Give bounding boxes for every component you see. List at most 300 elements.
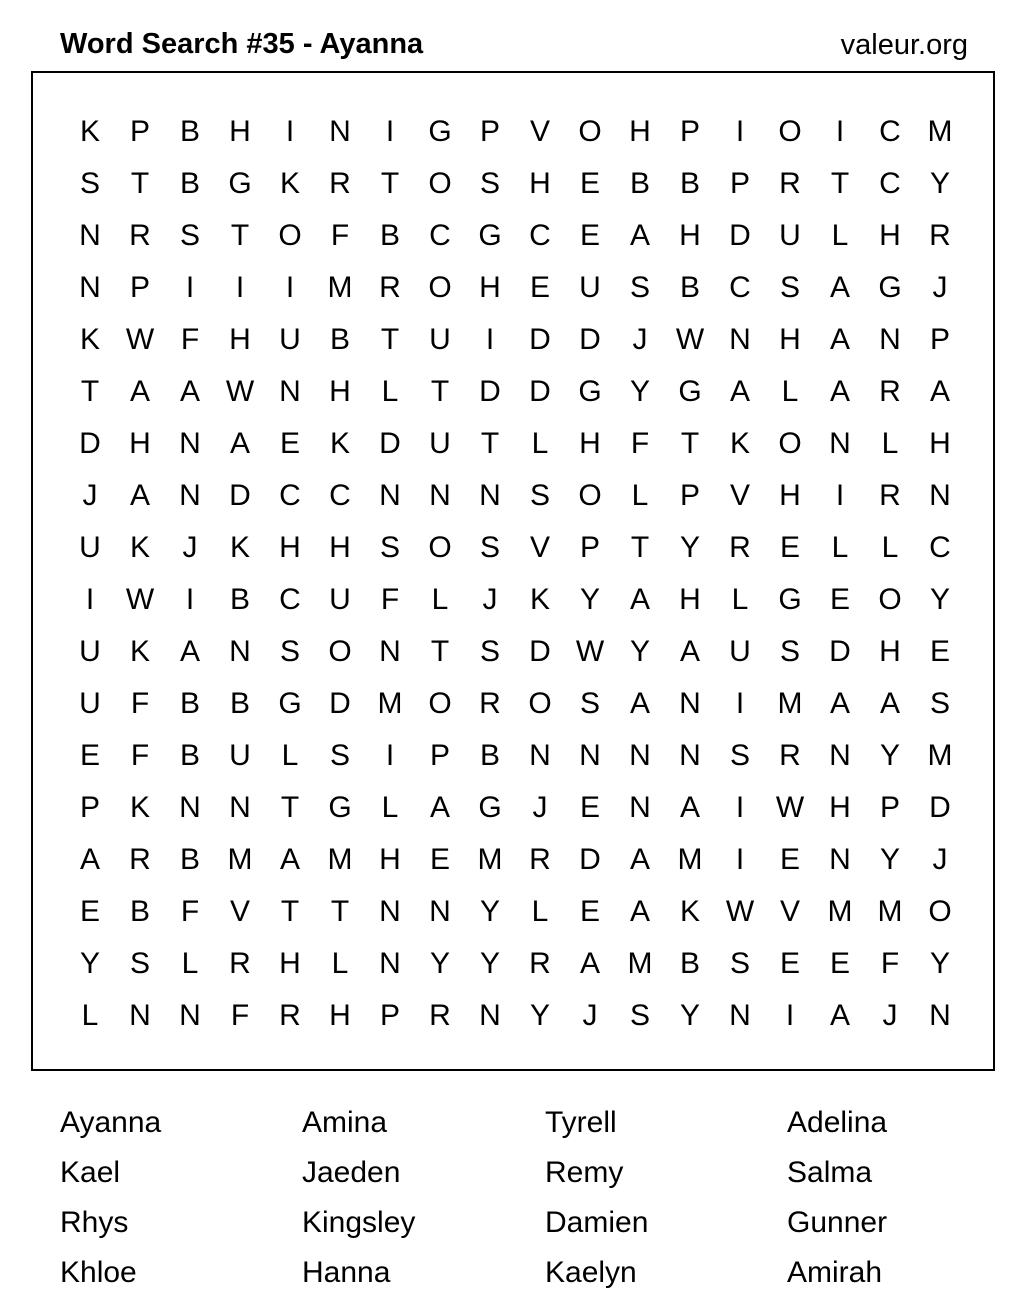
grid-cell: T <box>280 895 300 928</box>
grid-cell: B <box>479 739 500 772</box>
grid-row <box>33 782 993 834</box>
grid-cell: P <box>879 791 900 824</box>
grid-cell: B <box>379 219 400 252</box>
word-list-item: Salma <box>787 1156 873 1189</box>
grid-row <box>33 262 993 314</box>
grid-cell: A <box>129 375 150 408</box>
grid-cell: D <box>929 791 951 824</box>
grid-cell: V <box>779 895 800 928</box>
grid-cell: N <box>429 479 451 512</box>
grid-cell: F <box>880 947 900 980</box>
grid-cell: O <box>428 687 452 720</box>
grid-cell: Y <box>929 947 950 980</box>
grid-cell: L <box>781 375 799 408</box>
grid-cell: Y <box>479 895 500 928</box>
grid-cell: P <box>379 999 400 1032</box>
grid-cell: M <box>827 895 853 928</box>
grid-cell: R <box>779 167 801 200</box>
grid-cell: O <box>578 115 602 148</box>
grid-cell: R <box>329 167 351 200</box>
grid-cell: N <box>729 999 751 1032</box>
grid-row <box>33 730 993 782</box>
grid-cell: L <box>531 895 549 928</box>
grid-cell: E <box>579 895 600 928</box>
grid-cell: M <box>877 895 903 928</box>
word-list-item: Tyrell <box>545 1106 617 1139</box>
grid-cell: E <box>529 271 550 304</box>
grid-cell: G <box>878 271 902 304</box>
grid-cell: M <box>327 843 353 876</box>
grid-cell: I <box>835 479 845 512</box>
grid-cell: N <box>79 219 101 252</box>
grid-row <box>33 886 993 938</box>
grid-cell: R <box>379 271 401 304</box>
word-list <box>60 1098 1000 1308</box>
word-list-item: Ayanna <box>60 1106 162 1139</box>
grid-cell: C <box>879 115 901 148</box>
grid-cell: B <box>679 167 700 200</box>
grid-cell: D <box>529 375 551 408</box>
grid-cell: I <box>485 323 495 356</box>
grid-cell: H <box>679 219 701 252</box>
grid-cell: T <box>430 635 450 668</box>
word-list-item: Gunner <box>787 1206 888 1239</box>
grid-cell: S <box>279 635 300 668</box>
word-list-item: Adelina <box>787 1106 888 1139</box>
grid-cell: I <box>235 271 245 304</box>
grid-cell: S <box>779 271 800 304</box>
grid-row <box>33 366 993 418</box>
grid-cell: O <box>778 115 802 148</box>
grid-cell: L <box>281 739 299 772</box>
grid-cell: B <box>179 115 200 148</box>
grid-cell: Y <box>79 947 100 980</box>
grid-cell: N <box>579 739 601 772</box>
grid-cell: V <box>229 895 250 928</box>
grid-cell: D <box>529 323 551 356</box>
grid-cell: A <box>829 323 850 356</box>
puzzle-title: Word Search #35 - Ayanna <box>60 28 424 60</box>
grid-cell: A <box>829 687 850 720</box>
grid-cell: W <box>125 323 155 356</box>
word-list-item: Amina <box>302 1106 388 1139</box>
grid-cell: S <box>479 531 500 564</box>
grid-cell: A <box>279 843 300 876</box>
grid-cell: Y <box>579 583 600 616</box>
grid-cell: M <box>227 843 253 876</box>
grid-cell: N <box>179 479 201 512</box>
grid-cell: K <box>129 635 150 668</box>
grid-cell: P <box>429 739 450 772</box>
word-list-item: Amirah <box>787 1256 883 1289</box>
grid-cell: P <box>129 115 150 148</box>
grid-cell: A <box>129 479 150 512</box>
grid-cell: A <box>929 375 950 408</box>
word-list-item: Damien <box>545 1206 649 1239</box>
grid-cell: G <box>578 375 602 408</box>
grid-cell: I <box>835 115 845 148</box>
grid-cell: W <box>675 323 705 356</box>
grid-cell: H <box>579 427 601 460</box>
grid-cell: M <box>477 843 503 876</box>
grid-cell: O <box>928 895 952 928</box>
grid-cell: N <box>829 843 851 876</box>
grid-cell: A <box>679 635 700 668</box>
grid-cell: E <box>929 635 950 668</box>
grid-cell: A <box>579 947 600 980</box>
grid-cell: B <box>229 583 250 616</box>
grid-cell: K <box>529 583 550 616</box>
grid-cell: B <box>229 687 250 720</box>
word-list-item: Jaeden <box>302 1156 401 1189</box>
grid-cell: N <box>829 739 851 772</box>
grid-cell: R <box>879 479 901 512</box>
grid-cell: Y <box>429 947 450 980</box>
grid-cell: U <box>279 323 301 356</box>
grid-cell: J <box>582 999 598 1032</box>
grid-cell: U <box>579 271 601 304</box>
word-search-board <box>31 71 995 1071</box>
grid-cell: O <box>528 687 552 720</box>
grid-cell: O <box>278 219 302 252</box>
grid-cell: C <box>879 167 901 200</box>
grid-cell: H <box>379 843 401 876</box>
grid-cell: W <box>575 635 605 668</box>
grid-cell: F <box>130 687 150 720</box>
grid-cell: H <box>479 271 501 304</box>
grid-cell: P <box>129 271 150 304</box>
grid-cell: N <box>479 479 501 512</box>
grid-cell: I <box>285 115 295 148</box>
grid-cell: K <box>729 427 750 460</box>
grid-cell: M <box>927 739 953 772</box>
grid-cell: A <box>729 375 750 408</box>
grid-cell: P <box>579 531 600 564</box>
grid-cell: F <box>330 219 350 252</box>
grid-cell: I <box>185 583 195 616</box>
word-list-item: Khloe <box>60 1256 137 1289</box>
grid-cell: H <box>879 635 901 668</box>
grid-cell: L <box>731 583 749 616</box>
grid-cell: W <box>225 375 255 408</box>
grid-cell: K <box>279 167 300 200</box>
grid-cell: U <box>729 635 751 668</box>
grid-cell: N <box>329 115 351 148</box>
page-header <box>60 28 968 68</box>
grid-cell: B <box>179 739 200 772</box>
grid-cell: F <box>380 583 400 616</box>
grid-cell: T <box>430 375 450 408</box>
grid-cell: Y <box>479 947 500 980</box>
grid-cell: A <box>629 895 650 928</box>
grid-cell: M <box>377 687 403 720</box>
grid-cell: R <box>729 531 751 564</box>
grid-cell: N <box>679 739 701 772</box>
grid-cell: H <box>329 375 351 408</box>
grid-cell: Y <box>529 999 550 1032</box>
grid-cell: J <box>632 323 648 356</box>
grid-row <box>33 158 993 210</box>
grid-cell: N <box>79 271 101 304</box>
grid-cell: S <box>329 739 350 772</box>
grid-cell: L <box>881 531 899 564</box>
grid-cell: P <box>679 479 700 512</box>
grid-cell: O <box>878 583 902 616</box>
grid-cell: A <box>629 687 650 720</box>
grid-cell: G <box>678 375 702 408</box>
grid-cell: T <box>480 427 500 460</box>
grid-cell: C <box>529 219 551 252</box>
grid-cell: N <box>229 635 251 668</box>
grid-cell: R <box>529 843 551 876</box>
grid-cell: W <box>125 583 155 616</box>
grid-cell: N <box>679 687 701 720</box>
grid-cell: Y <box>929 583 950 616</box>
grid-cell: O <box>428 271 452 304</box>
grid-cell: K <box>79 115 100 148</box>
grid-cell: H <box>879 219 901 252</box>
grid-cell: S <box>629 271 650 304</box>
grid-cell: R <box>529 947 551 980</box>
grid-cell: A <box>629 583 650 616</box>
grid-cell: L <box>831 219 849 252</box>
grid-cell: O <box>578 479 602 512</box>
grid-cell: R <box>929 219 951 252</box>
grid-cell: O <box>428 531 452 564</box>
grid-row <box>33 626 993 678</box>
grid-cell: L <box>631 479 649 512</box>
grid-row <box>33 210 993 262</box>
grid-cell: E <box>79 739 100 772</box>
grid-cell: T <box>330 895 350 928</box>
grid-cell: P <box>679 115 700 148</box>
grid-cell: L <box>431 583 449 616</box>
grid-cell: T <box>230 219 250 252</box>
grid-cell: H <box>279 947 301 980</box>
grid-cell: V <box>529 115 550 148</box>
grid-cell: W <box>725 895 755 928</box>
grid-cell: C <box>429 219 451 252</box>
grid-cell: K <box>329 427 350 460</box>
grid-cell: O <box>778 427 802 460</box>
grid-cell: H <box>329 999 351 1032</box>
grid-cell: A <box>629 843 650 876</box>
grid-cell: A <box>629 219 650 252</box>
grid-cell: G <box>328 791 352 824</box>
grid-cell: B <box>179 167 200 200</box>
grid-cell: I <box>185 271 195 304</box>
grid-cell: H <box>679 583 701 616</box>
grid-cell: N <box>529 739 551 772</box>
grid-cell: G <box>428 115 452 148</box>
grid-row <box>33 938 993 990</box>
grid-cell: G <box>228 167 252 200</box>
grid-cell: V <box>529 531 550 564</box>
grid-cell: H <box>529 167 551 200</box>
grid-cell: S <box>179 219 200 252</box>
grid-cell: A <box>229 427 250 460</box>
grid-cell: K <box>679 895 700 928</box>
grid-cell: A <box>829 375 850 408</box>
grid-cell: L <box>181 947 199 980</box>
grid-cell: L <box>381 791 399 824</box>
grid-cell: C <box>279 583 301 616</box>
grid-cell: G <box>478 219 502 252</box>
grid-cell: I <box>735 791 745 824</box>
grid-cell: C <box>729 271 751 304</box>
grid-cell: T <box>630 531 650 564</box>
grid-cell: I <box>85 583 95 616</box>
grid-row <box>33 574 993 626</box>
grid-cell: C <box>279 479 301 512</box>
grid-cell: J <box>532 791 548 824</box>
grid-cell: R <box>429 999 451 1032</box>
site-name: valeur.org <box>840 29 968 61</box>
grid-cell: T <box>680 427 700 460</box>
grid-cell: U <box>779 219 801 252</box>
grid-cell: N <box>929 479 951 512</box>
grid-cell: K <box>229 531 250 564</box>
grid-cell: N <box>179 791 201 824</box>
grid-cell: E <box>79 895 100 928</box>
grid-cell: I <box>385 115 395 148</box>
grid-cell: D <box>579 843 601 876</box>
grid-cell: F <box>630 427 650 460</box>
grid-cell: P <box>929 323 950 356</box>
letter-grid <box>33 73 993 1069</box>
grid-cell: U <box>429 427 451 460</box>
grid-cell: U <box>329 583 351 616</box>
grid-cell: L <box>881 427 899 460</box>
grid-cell: R <box>279 999 301 1032</box>
grid-cell: M <box>777 687 803 720</box>
grid-cell: A <box>879 687 900 720</box>
word-list-item: Kael <box>60 1156 121 1189</box>
grid-cell: T <box>380 167 400 200</box>
grid-cell: N <box>229 791 251 824</box>
grid-cell: I <box>735 843 745 876</box>
grid-cell: E <box>279 427 300 460</box>
grid-cell: L <box>331 947 349 980</box>
grid-cell: J <box>882 999 898 1032</box>
grid-cell: K <box>129 531 150 564</box>
grid-cell: H <box>829 791 851 824</box>
grid-cell: D <box>229 479 251 512</box>
grid-cell: Y <box>879 739 900 772</box>
grid-cell: D <box>579 323 601 356</box>
grid-row <box>33 106 993 158</box>
grid-cell: J <box>82 479 98 512</box>
grid-cell: L <box>531 427 549 460</box>
grid-cell: E <box>779 531 800 564</box>
grid-cell: O <box>428 167 452 200</box>
grid-cell: D <box>379 427 401 460</box>
grid-cell: G <box>478 791 502 824</box>
grid-cell: P <box>479 115 500 148</box>
grid-cell: S <box>479 635 500 668</box>
grid-cell: R <box>479 687 501 720</box>
grid-cell: E <box>579 791 600 824</box>
grid-cell: H <box>779 479 801 512</box>
grid-cell: G <box>778 583 802 616</box>
grid-cell: R <box>129 219 151 252</box>
grid-cell: T <box>80 375 100 408</box>
grid-cell: U <box>229 739 251 772</box>
word-list-item: Rhys <box>60 1206 129 1239</box>
grid-cell: H <box>229 323 251 356</box>
grid-cell: H <box>129 427 151 460</box>
grid-row <box>33 522 993 574</box>
grid-cell: E <box>829 947 850 980</box>
grid-cell: M <box>927 115 953 148</box>
grid-cell: Y <box>629 375 650 408</box>
grid-cell: S <box>779 635 800 668</box>
grid-cell: L <box>381 375 399 408</box>
grid-cell: F <box>180 895 200 928</box>
grid-cell: N <box>129 999 151 1032</box>
grid-cell: U <box>79 531 101 564</box>
grid-cell: R <box>779 739 801 772</box>
grid-cell: N <box>379 479 401 512</box>
grid-cell: E <box>779 843 800 876</box>
grid-cell: N <box>929 999 951 1032</box>
grid-cell: N <box>379 895 401 928</box>
grid-cell: B <box>179 687 200 720</box>
grid-cell: N <box>629 791 651 824</box>
grid-cell: N <box>279 375 301 408</box>
grid-cell: Y <box>679 531 700 564</box>
grid-cell: C <box>329 479 351 512</box>
grid-cell: K <box>79 323 100 356</box>
grid-cell: B <box>629 167 650 200</box>
grid-cell: F <box>230 999 250 1032</box>
grid-cell: D <box>729 219 751 252</box>
grid-cell: Y <box>929 167 950 200</box>
grid-cell: R <box>129 843 151 876</box>
grid-cell: T <box>130 167 150 200</box>
grid-cell: O <box>328 635 352 668</box>
grid-cell: P <box>79 791 100 824</box>
grid-cell: S <box>129 947 150 980</box>
grid-cell: J <box>932 271 948 304</box>
grid-cell: B <box>329 323 350 356</box>
grid-cell: N <box>429 895 451 928</box>
grid-cell: D <box>529 635 551 668</box>
grid-cell: I <box>385 739 395 772</box>
grid-cell: S <box>479 167 500 200</box>
grid-cell: Y <box>629 635 650 668</box>
grid-cell: N <box>829 427 851 460</box>
grid-cell: W <box>775 791 805 824</box>
grid-cell: S <box>729 739 750 772</box>
grid-cell: N <box>179 427 201 460</box>
grid-cell: S <box>929 687 950 720</box>
grid-cell: S <box>629 999 650 1032</box>
grid-cell: B <box>179 843 200 876</box>
grid-cell: N <box>479 999 501 1032</box>
grid-cell: A <box>829 999 850 1032</box>
grid-cell: R <box>879 375 901 408</box>
grid-row <box>33 470 993 522</box>
grid-cell: N <box>379 947 401 980</box>
grid-cell: M <box>677 843 703 876</box>
grid-cell: H <box>329 531 351 564</box>
grid-cell: J <box>482 583 498 616</box>
grid-cell: A <box>79 843 100 876</box>
grid-cell: M <box>327 271 353 304</box>
grid-cell: A <box>829 271 850 304</box>
grid-cell: C <box>929 531 951 564</box>
